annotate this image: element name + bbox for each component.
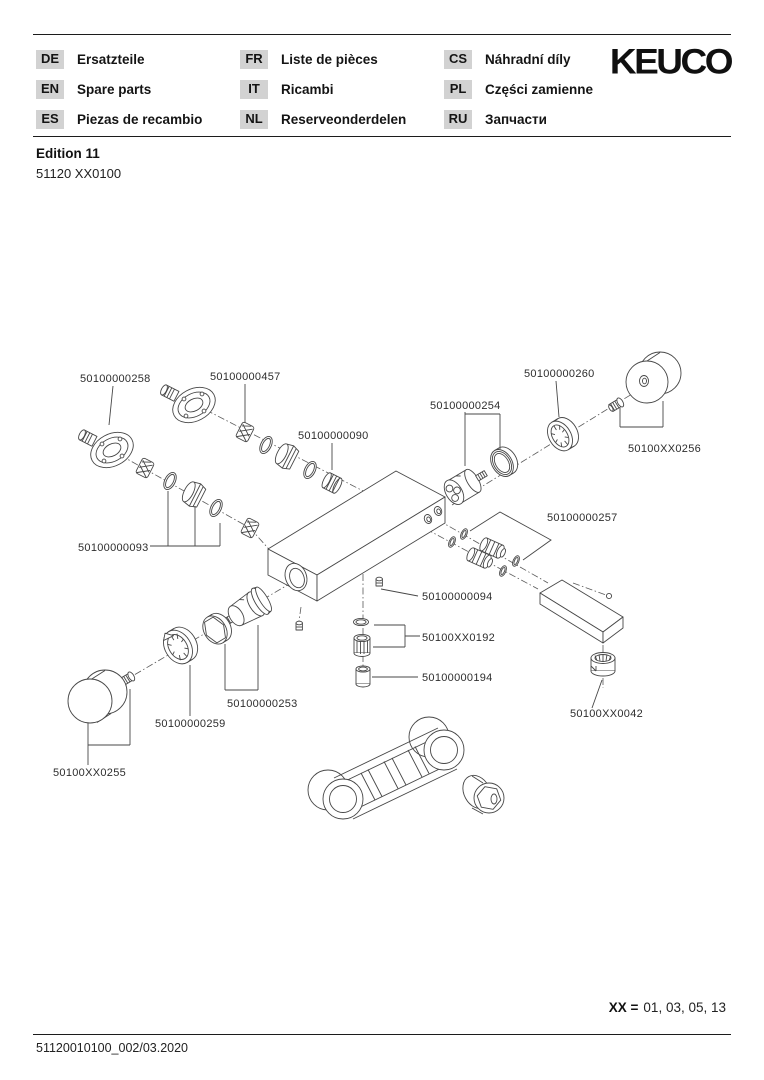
- aerator-insert-090: [320, 472, 344, 495]
- part-label-50100000254: 50100000254: [430, 400, 501, 412]
- lang-badge-pl: PL: [444, 80, 472, 99]
- lang-badge-fr: FR: [240, 50, 268, 69]
- wall-flange-top: [159, 380, 221, 429]
- wall-bracket-lever: [308, 717, 464, 819]
- part-labels: [53, 368, 701, 779]
- part-label-50100000093: 50100000093: [78, 542, 149, 554]
- variant-codes: [609, 1000, 726, 1015]
- handle-knob-top: [626, 352, 681, 403]
- lang-label-cs: Náhradní díly: [485, 51, 571, 67]
- spout-set-screw: [606, 593, 611, 598]
- spline-sleeve-259: [157, 621, 203, 669]
- lang-badge-de: DE: [36, 50, 64, 69]
- part-label-50100000457: 50100000457: [210, 371, 281, 383]
- spout: [540, 580, 623, 643]
- lang-label-en: Spare parts: [77, 81, 152, 97]
- cartridge-ring-nut: [486, 443, 522, 481]
- oring-0192: [354, 618, 369, 625]
- lang-label-pl: Części zamienne: [485, 81, 594, 97]
- keuco-logo: KEUCO: [609, 42, 731, 82]
- spout-fittings: [447, 528, 521, 578]
- part-label-50100000094: 50100000094: [422, 591, 493, 603]
- splined-sleeve-260: [542, 413, 583, 455]
- part-label-50100XX0255: 50100XX0255: [53, 767, 127, 779]
- part-label-50100000257: 50100000257: [547, 512, 618, 524]
- lang-badge-en: EN: [36, 80, 64, 99]
- variant-codes-values: 01, 03, 05, 13: [643, 1000, 726, 1015]
- sleeve-194: [356, 666, 370, 687]
- aerator-0042: [591, 653, 615, 677]
- product-series: Edition 11: [36, 146, 100, 161]
- lang-badge-ru: RU: [444, 110, 472, 129]
- lang-label-nl: Reserveonderdelen: [281, 111, 407, 127]
- lang-label-ru: Запчасти: [485, 111, 547, 127]
- footer-rule: [33, 1034, 731, 1035]
- lang-label-it: Ricambi: [281, 81, 334, 97]
- document-number: 51120010100_002/03.2020: [36, 1041, 189, 1055]
- lang-badge-es: ES: [36, 110, 64, 129]
- mixer-body: [268, 471, 445, 601]
- part-label-50100000194: 50100000194: [422, 672, 493, 684]
- wall-flange-bottom: [77, 425, 139, 474]
- part-label-50100000259: 50100000259: [155, 718, 226, 730]
- thermostat-cartridge: [440, 462, 492, 508]
- part-label-50100000258: 50100000258: [80, 373, 151, 385]
- lang-badge-nl: NL: [240, 110, 268, 129]
- part-label-50100000260: 50100000260: [524, 368, 595, 380]
- set-screw-094: [376, 577, 382, 586]
- insert-0192: [354, 634, 370, 656]
- lang-label-es: Piezas de recambio: [77, 111, 203, 127]
- set-screw-body: [296, 621, 302, 630]
- check-valve-top: [235, 421, 254, 442]
- lang-label-fr: Liste de pièces: [281, 51, 378, 67]
- product-code: 51120 XX0100: [36, 166, 122, 181]
- variant-codes-label: XX =: [608, 1000, 639, 1015]
- part-label-50100XX0042: 50100XX0042: [570, 708, 644, 720]
- lang-label-de: Ersatzteile: [77, 51, 145, 67]
- lang-badge-cs: CS: [444, 50, 472, 69]
- escutcheon-piece: [457, 770, 504, 814]
- handle-knob-bottom: [68, 670, 127, 723]
- part-label-50100000253: 50100000253: [227, 698, 298, 710]
- part-label-50100XX0192: 50100XX0192: [422, 632, 496, 644]
- handle-screw-top: [607, 397, 625, 413]
- part-label-50100000090: 50100000090: [298, 430, 369, 442]
- part-label-50100XX0256: 50100XX0256: [628, 443, 702, 455]
- lang-badge-it: IT: [240, 80, 268, 99]
